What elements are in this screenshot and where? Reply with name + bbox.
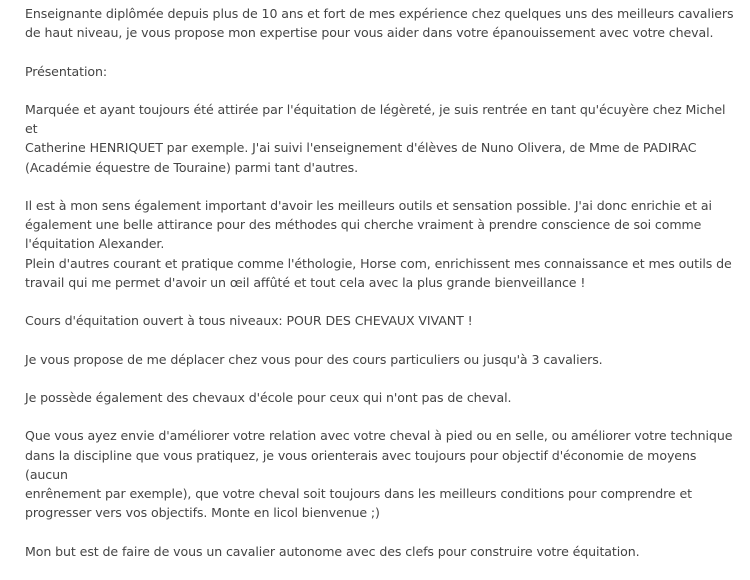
- goal-paragraph: Mon but est de faire de vous un cavalier autonome avec des clefs pour construire votre équitation.: [25, 543, 640, 559]
- travel-paragraph: Je vous propose de me déplacer chez vous pour des cours particuliers ou jusqu'à 3 cavaliers.: [25, 351, 603, 367]
- lessons-paragraph: Cours d'équitation ouvert à tous niveaux: POUR DES CHEVAUX VIVANT !: [25, 313, 473, 329]
- improvement-paragraph: Que vous ayez envie d'améliorer votre relation avec votre cheval à pied ou en selle, ou améliorer votre technique dans la discipline que vous pratiquez, je vous orienterais avec toujours pour objectif d'économie de moyens (aucun enrênement par exemple), que votre cheval soit toujours dans les meilleurs conditions pour comprendre et progresser vers vos objectifs. Monte en licol bienvenue ;): [25, 428, 733, 521]
- intro-paragraph: Enseignante diplômée depuis plus de 10 ans et fort de mes expérience chez quelques uns des meilleurs cavaliers de haut niveau, je vous propose mon expertise pour vous aider dans votre épanouissement avec votre cheval.: [25, 6, 734, 41]
- methods-paragraph: Il est à mon sens également important d'avoir les meilleurs outils et sensation possible. J'ai donc enrichie et ai également une belle attirance pour des méthodes qui cherche vraiment à prendre conscience de soi comme l'équitation Alexander. Plein d'autres courant et pratique comme l'éthologie, Horse com, enrichissent mes connaissance et mes outils de travail qui me permet d'avoir un œil affûté et tout cela avec la plus grande bienveillance !: [25, 197, 732, 290]
- presentation-heading: Présentation:: [25, 63, 108, 79]
- school-horses-paragraph: Je possède également des chevaux d'école pour ceux qui n'ont pas de cheval.: [25, 389, 512, 405]
- background-paragraph: Marquée et ayant toujours été attirée par l'équitation de légèreté, je suis rentrée en tant qu'écuyère chez Michel et Catherine HENRIQUET par exemple. J'ai suivi l'enseignement d'élèves de Nuno Olivera, de Mme de PADIRAC (Académie équestre de Touraine) parmi tant d'autres.: [25, 101, 726, 175]
- description-text-block: [25, 4, 737, 580]
